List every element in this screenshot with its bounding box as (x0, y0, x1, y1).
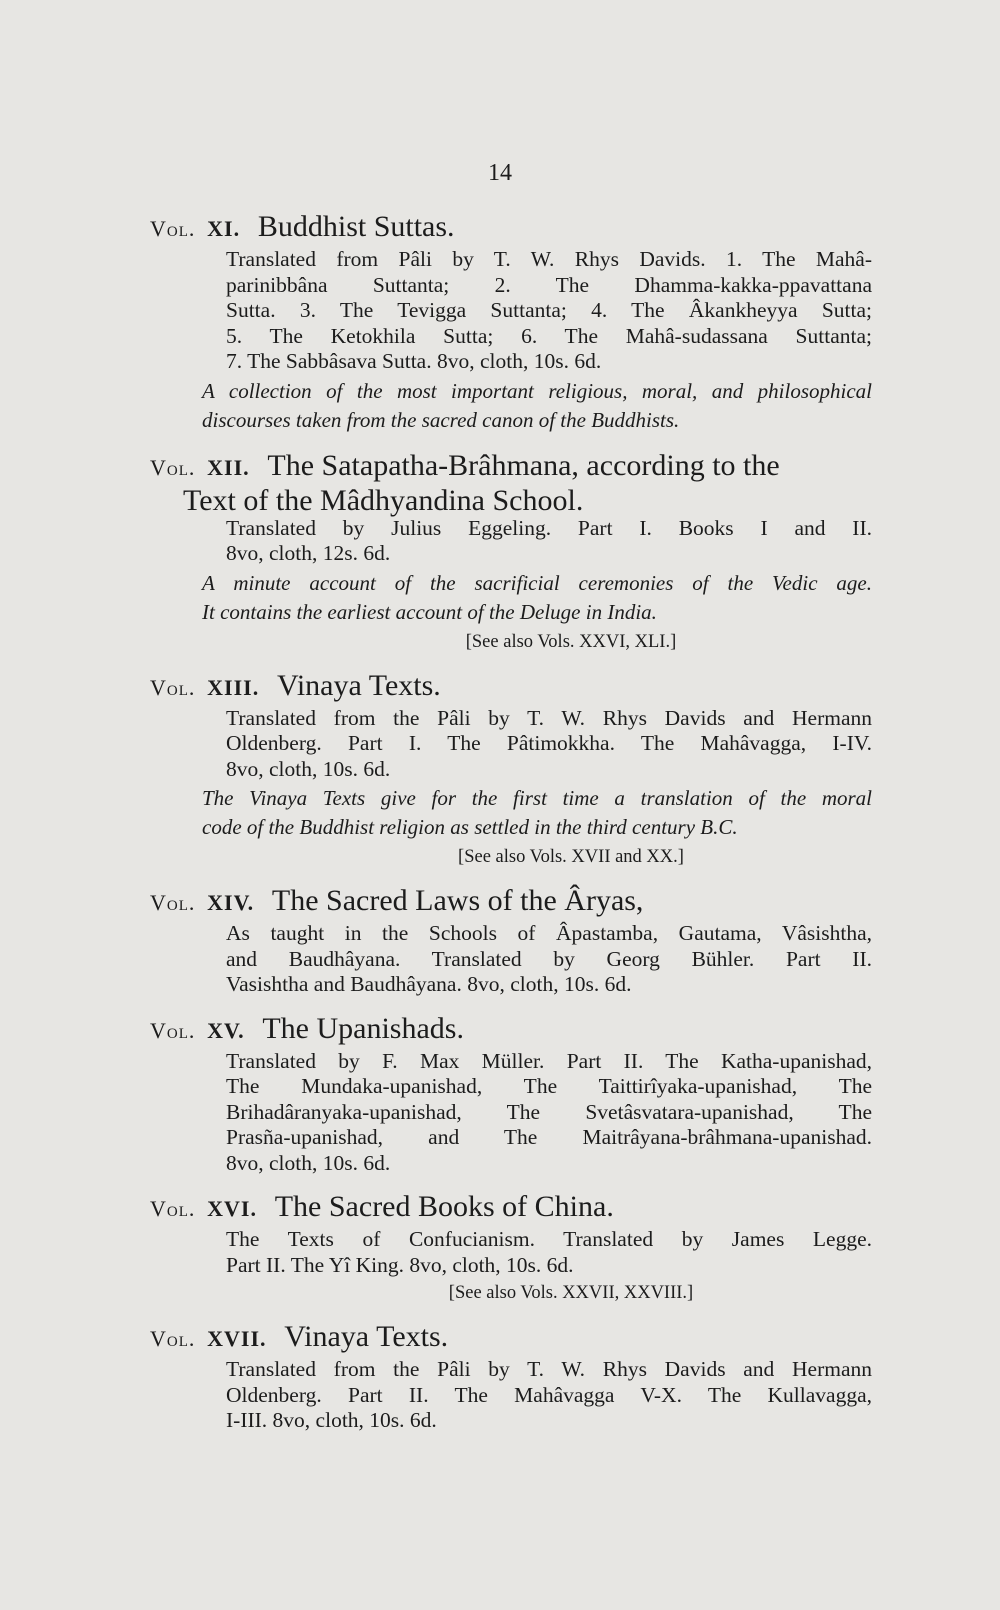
volume-heading (150, 667, 872, 706)
volume-entry-xiv (150, 882, 872, 998)
detail-line: As taught in the Schools of Âpastamba, Gautama, Vâsishtha, (226, 921, 872, 945)
detail-line: Translated from the Pâli by T. W. Rhys Davids and Hermann (226, 705, 872, 730)
description-line: discourses taken from the sacred canon of the Buddhists. (202, 407, 680, 432)
vol-number: XII. (207, 454, 250, 480)
volume-details (150, 706, 872, 783)
volume-description (150, 784, 872, 842)
volume-details (150, 1357, 872, 1434)
detail-line: Translated from Pâli by T. W. Rhys Davids. 1. The Mahâ- (226, 247, 872, 271)
vol-title: Vinaya Texts. (284, 1320, 449, 1353)
volume-entry-xvii (150, 1318, 872, 1434)
detail-line: Oldenberg. Part II. The Mahâvagga V-X. The Kullavagga, (226, 1382, 872, 1407)
vol-number: XIII. (207, 674, 260, 700)
description-line: The Vinaya Texts give for the first time a translation of the moral (202, 786, 872, 810)
vol-number: XVII. (207, 1326, 267, 1351)
detail-line: I-III. 8vo, cloth, 10s. 6d. (226, 1408, 437, 1432)
vol-title: The Sacred Laws of the Âryas, (271, 884, 644, 917)
detail-line: Brihadâranyaka-upanishad, The Svetâsvatara-upanishad, The (226, 1099, 872, 1124)
volume-description (150, 569, 872, 627)
volume-heading (150, 447, 872, 516)
detail-line: The Mundaka-upanishad, The Taittirîyaka-upanishad, The (226, 1074, 872, 1098)
vol-label: Vol. (150, 890, 196, 915)
vol-number: XI. (207, 216, 241, 241)
vol-label: Vol. (150, 674, 196, 700)
volume-heading (150, 208, 872, 247)
detail-line: Oldenberg. Part I. The Pâtimokkha. The Mahâvagga, I-IV. (226, 731, 872, 755)
detail-line: Vasishtha and Baudhâyana. 8vo, cloth, 10s. 6d. (226, 972, 632, 996)
vol-title: The Satapatha-Brâhmana, according to the (267, 448, 780, 482)
vol-label: Vol. (150, 216, 196, 241)
volume-entry-xii (150, 447, 872, 655)
detail-line: Prasña-upanishad, and The Maitrâyana-brâhmana-upanishad. (226, 1125, 872, 1149)
volume-heading (150, 1188, 872, 1227)
volume-details (150, 1227, 872, 1278)
detail-line: Part II. The Yî King. 8vo, cloth, 10s. 6d. (226, 1252, 574, 1277)
volume-entry-xiii (150, 667, 872, 871)
vol-title: The Upanishads. (262, 1011, 464, 1045)
description-line: A collection of the most important religious, moral, and philosophical (202, 378, 872, 403)
description-line: It contains the earliest account of the Deluge in India. (202, 599, 657, 624)
detail-line: Translated from the Pâli by T. W. Rhys Davids and Hermann (226, 1357, 872, 1381)
detail-line: 8vo, cloth, 10s. 6d. (226, 756, 391, 781)
volume-heading (150, 1318, 872, 1357)
vol-label: Vol. (150, 1326, 196, 1351)
volume-heading (150, 1010, 872, 1049)
vol-title-continuation: Text of the Mâdhyandina School. (183, 483, 584, 517)
detail-line: and Baudhâyana. Translated by Georg Bühler. Part II. (226, 946, 872, 971)
volume-description (150, 377, 872, 435)
volume-entry-xv (150, 1010, 872, 1177)
description-line: code of the Buddhist religion as settled in the third century B.C. (202, 815, 738, 839)
volume-details (150, 1049, 872, 1177)
see-also-note: [See also Vols. XXVI, XLI.] (465, 631, 677, 652)
vol-title: Vinaya Texts. (276, 668, 441, 702)
volume-details (150, 247, 872, 375)
see-also-note: [See also Vols. XVII and XX.] (458, 847, 684, 867)
detail-line: 7. The Sabbâsava Sutta. 8vo, cloth, 10s. 6d. (226, 349, 602, 373)
vol-number: XVI. (207, 1196, 257, 1221)
detail-line: Translated by Julius Eggeling. Part I. Books I and II. (226, 515, 872, 540)
vol-title: The Sacred Books of China. (274, 1190, 614, 1223)
description-line: A minute account of the sacrificial ceremonies of the Vedic age. (202, 570, 872, 595)
volume-entry-xvi (150, 1188, 872, 1306)
detail-line: The Texts of Confucianism. Translated by James Legge. (226, 1227, 872, 1251)
see-also-note: [See also Vols. XXVII, XXVIII.] (448, 1283, 694, 1303)
volume-heading (150, 882, 872, 921)
vol-title: Buddhist Suttas. (257, 210, 455, 243)
volume-details (150, 921, 872, 998)
detail-line: 8vo, cloth, 12s. 6d. (226, 541, 391, 565)
vol-number: XIV. (207, 890, 255, 915)
detail-line: Translated by F. Max Müller. Part II. The Katha-upanishad, (226, 1048, 872, 1073)
vol-label: Vol. (150, 1017, 196, 1043)
page-number: 14 (488, 160, 512, 186)
vol-label: Vol. (150, 1196, 196, 1221)
volume-entry-xi (150, 208, 872, 435)
detail-line: 5. The Ketokhila Sutta; 6. The Mahâ-sudassana Suttanta; (226, 323, 872, 348)
volume-details (150, 516, 872, 567)
detail-line: Sutta. 3. The Tevigga Suttanta; 4. The Âkankheyya Sutta; (226, 298, 872, 322)
vol-number: XV. (207, 1017, 245, 1043)
vol-label: Vol. (150, 454, 196, 480)
detail-line: parinibbâna Suttanta; 2. The Dhamma-kakka-ppavattana (226, 272, 872, 297)
volume-list (150, 208, 872, 1434)
detail-line: 8vo, cloth, 10s. 6d. (226, 1150, 391, 1175)
